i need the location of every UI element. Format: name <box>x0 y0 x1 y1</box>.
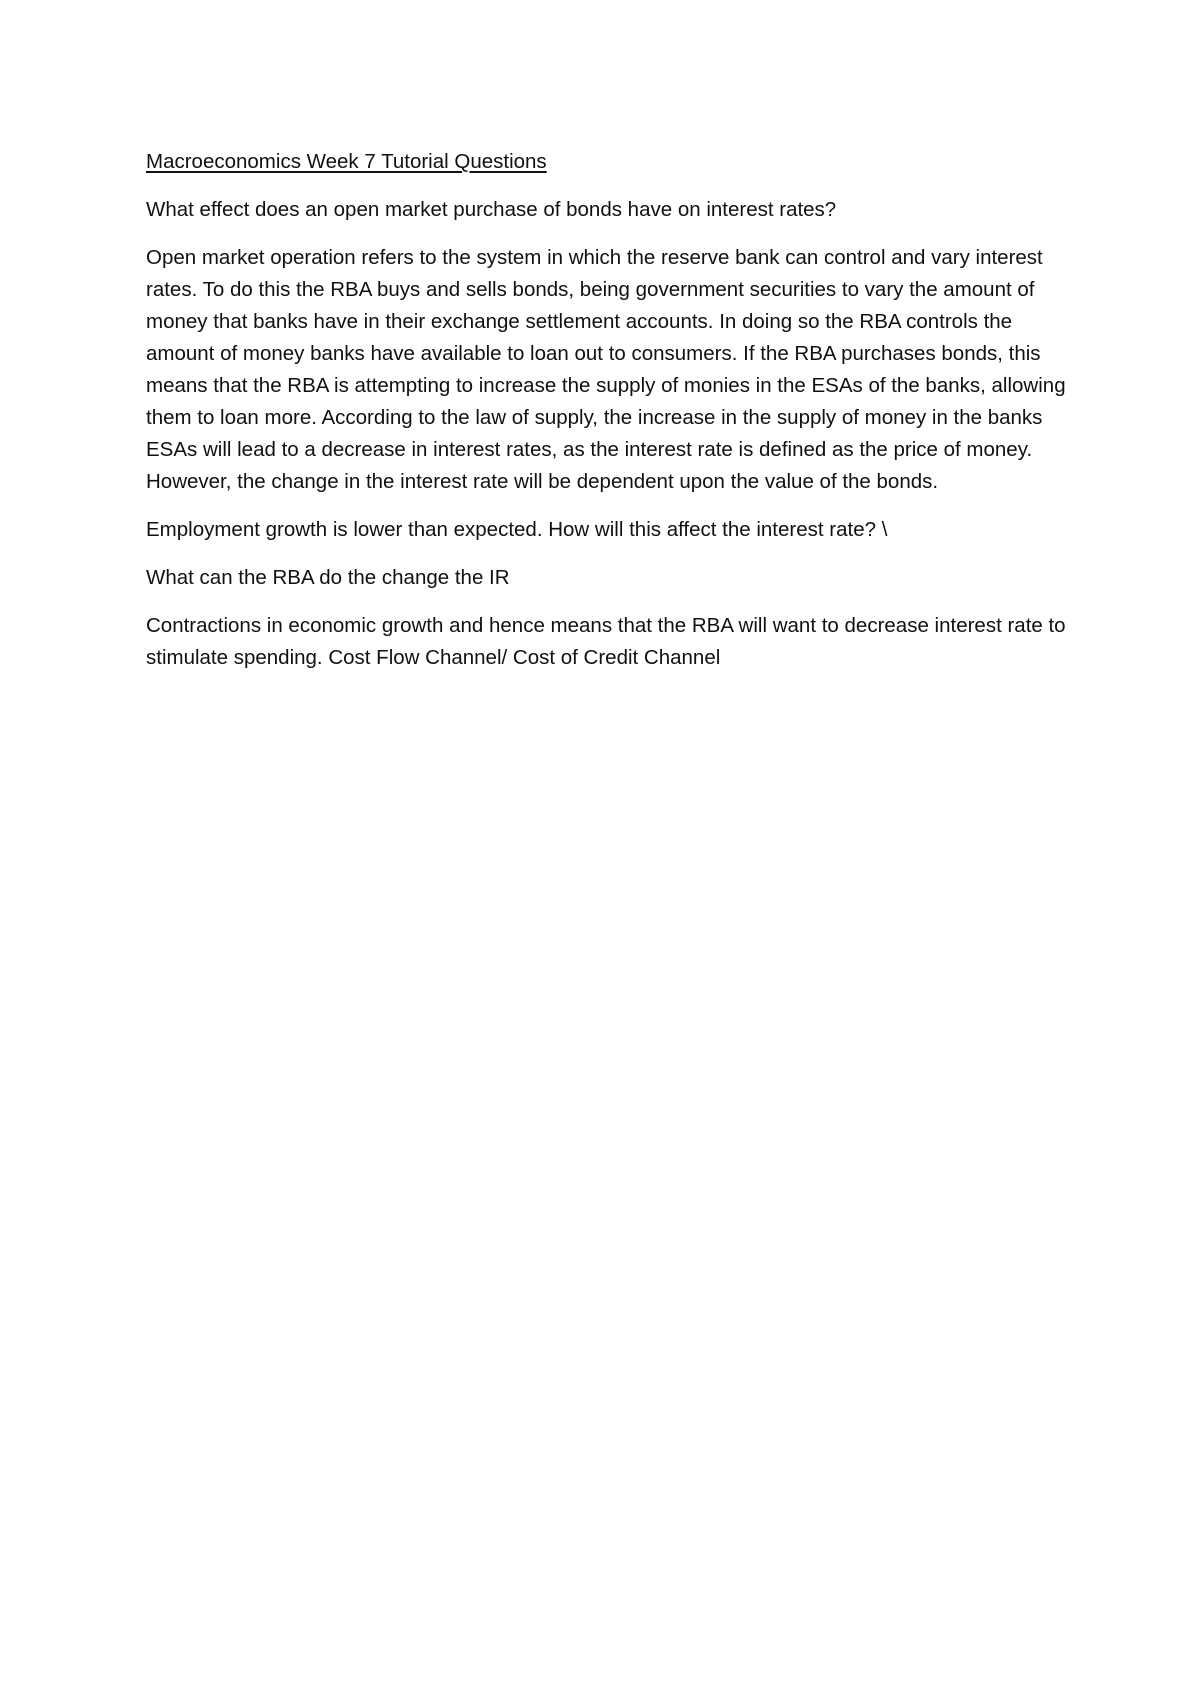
question-rba-change-ir: What can the RBA do the change the IR <box>146 566 510 589</box>
question-employment-growth: Employment growth is lower than expected. How will this affect the interest rate? \ <box>146 518 888 541</box>
answer-contractions: Contractions in economic growth and hence means that the RBA will want to decrease interest rate to stimulate spending. Cost Flow Channel/ Cost of Credit Channel <box>146 614 1066 669</box>
question-open-market-purchase: What effect does an open market purchase of bonds have on interest rates? <box>146 198 837 221</box>
document-body <box>146 146 1066 690</box>
answer-open-market-operation: Open market operation refers to the system in which the reserve bank can control and vary interest rates. To do this the RBA buys and sells bonds, being government securities to vary the amount of money that banks have in their exchange settlement accounts. In doing so the RBA controls the amount of money banks have available to loan out to consumers. If the RBA purchases bonds, this means that the RBA is attempting to increase the supply of monies in the ESAs of the banks, allowing them to loan more. According to the law of supply, the increase in the supply of money in the banks ESAs will lead to a decrease in interest rates, as the interest rate is defined as the price of money. However, the change in the interest rate will be dependent upon the value of the bonds. <box>146 246 1066 493</box>
document-title: Macroeconomics Week 7 Tutorial Questions <box>146 150 547 173</box>
